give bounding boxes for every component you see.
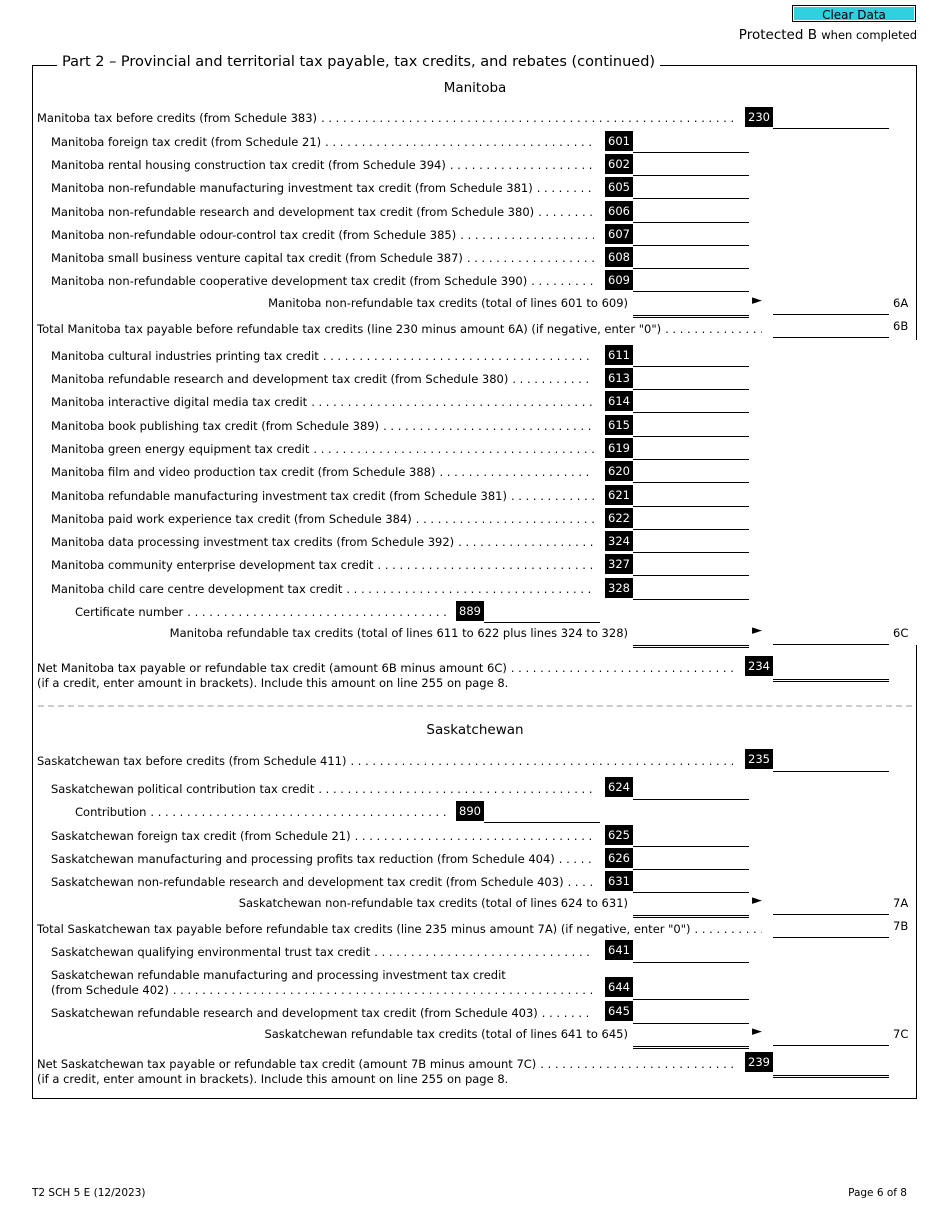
sk-line-625-field[interactable] [633, 826, 749, 847]
mb-line-615-code: 615 [605, 415, 633, 435]
total-7b-text: Total Saskatchewan tax payable before refundable tax credits (line 235 minus amount 7A) (if negative, enter "0") [37, 922, 691, 936]
mb-nonref-605-text: Manitoba non-refundable manufacturing investment tax credit (from Schedule 381) [51, 181, 533, 195]
mb-ref-615-text: Manitoba book publishing tax credit (from Schedule 389) [51, 419, 380, 433]
mb-line-621-code: 621 [605, 485, 633, 505]
total-6b-label [37, 322, 766, 336]
leader-dots [568, 875, 594, 889]
mb-nonref-607-label [51, 228, 598, 242]
line-230-field[interactable] [773, 108, 889, 129]
mb-line-622-code: 622 [605, 508, 633, 528]
contribution-890-code: 890 [456, 801, 484, 821]
arrow-right-icon: ► [752, 293, 762, 308]
sk-line-644-text: (from Schedule 402) [51, 983, 169, 997]
mb-ref-611-text: Manitoba cultural industries printing tax credit [51, 349, 319, 363]
mb-line-619-field[interactable] [633, 439, 749, 460]
sk-line-641-text: Saskatchewan qualifying environmental trust tax credit [51, 945, 371, 959]
leader-dots [537, 181, 594, 195]
sk-line-625-code: 625 [605, 825, 633, 845]
mb-line-608-code: 608 [605, 247, 633, 267]
part-title: Part 2 – Provincial and territorial tax payable, tax credits, and rebates (continued) [57, 54, 660, 70]
protected-text: Protected B [738, 27, 817, 43]
leader-dots [383, 419, 594, 433]
mb-nonref-606-text: Manitoba non-refundable research and development tax credit (from Schedule 380) [51, 205, 535, 219]
mb-nonref-609-label [51, 274, 598, 288]
sk-line-626-field[interactable] [633, 849, 749, 870]
mb-ref-615-label [51, 419, 598, 433]
amount-7a-letter: 7A [893, 896, 909, 910]
mb-line-328-code: 328 [605, 578, 633, 598]
sk-line-645-field[interactable] [633, 1003, 749, 1024]
mb-ref-620-text: Manitoba film and video production tax credit (from Schedule 388) [51, 465, 436, 479]
page-number: Page 6 of 8 [848, 1187, 907, 1199]
leader-dots [665, 322, 762, 336]
sk-line-644-code: 644 [605, 977, 633, 997]
mb-line-605-code: 605 [605, 177, 633, 197]
leader-dots [538, 205, 594, 219]
leader-dots [512, 372, 594, 386]
sk-line-624-text: Saskatchewan political contribution tax credit [51, 782, 315, 796]
sk-7c-field[interactable] [773, 1025, 889, 1046]
arrow-right-icon: ► [752, 623, 762, 638]
mb-line-327-field[interactable] [633, 555, 749, 576]
total-7a-label: Saskatchewan non-refundable tax credits (total of lines 624 to 631) [238, 896, 628, 910]
leader-dots [374, 945, 594, 959]
line-230-label [37, 111, 738, 125]
mb-nonref-609-text: Manitoba non-refundable cooperative development tax credit (from Schedule 390) [51, 274, 528, 288]
amount-6a-letter: 6A [893, 296, 909, 310]
section-title-manitoba: Manitoba [443, 80, 507, 96]
amount-6c-letter: 6C [893, 626, 909, 640]
leader-dots [318, 782, 594, 796]
leader-dots [323, 349, 594, 363]
mb-line-614-field[interactable] [633, 392, 749, 413]
amount-7c-letter: 7C [893, 1027, 909, 1041]
certificate-889-code: 889 [456, 601, 484, 621]
mb-line-608-field[interactable] [633, 248, 749, 269]
mb-line-601-field[interactable] [633, 132, 749, 153]
sk-line-626-code: 626 [605, 848, 633, 868]
mb-line-619-code: 619 [605, 438, 633, 458]
mb-nonref-605-label [51, 181, 598, 195]
mb-ref-613-label [51, 372, 598, 386]
mb-nonref-608-text: Manitoba small business venture capital tax credit (from Schedule 387) [51, 251, 463, 265]
amount-7b-letter: 7B [893, 919, 909, 933]
sk-7a-inner-field[interactable] [633, 895, 749, 918]
leader-dots [378, 558, 594, 572]
clear-data-button[interactable]: Clear Data [792, 5, 916, 22]
mb-nonref-601-text: Manitoba foreign tax credit (from Schedule 21) [51, 135, 322, 149]
mb-ref-327-text: Manitoba community enterprise development tax credit [51, 558, 374, 572]
net-manitoba-text: Net Manitoba tax payable or refundable tax credit (amount 6B minus amount 6C) [37, 661, 507, 675]
sk-line-631-field[interactable] [633, 872, 749, 893]
mb-ref-614-label [51, 395, 598, 409]
mb-ref-614-text: Manitoba interactive digital media tax credit [51, 395, 308, 409]
mb-line-602-code: 602 [605, 154, 633, 174]
line-230-code: 230 [745, 107, 773, 127]
leader-dots [173, 983, 594, 997]
mb-line-606-code: 606 [605, 201, 633, 221]
leader-dots [458, 535, 594, 549]
certificate-number-text: Certificate number [75, 605, 184, 619]
sk-line-624-field[interactable] [633, 779, 749, 800]
leader-dots [511, 661, 734, 675]
section-title-saskatchewan: Saskatchewan [426, 722, 524, 738]
leader-dots [311, 395, 594, 409]
certificate-number-label [75, 605, 452, 619]
sk-line-644-field[interactable] [633, 979, 749, 1000]
sk-nonref-626-text: Saskatchewan manufacturing and processing profits tax reduction (from Schedule 404) [51, 852, 555, 866]
leader-dots [450, 158, 594, 172]
mb-line-607-code: 607 [605, 224, 633, 244]
mb-line-621-field[interactable] [633, 486, 749, 507]
mb-ref-328-label [51, 582, 598, 596]
sk-line-641-label [51, 945, 598, 959]
sk-line-624-code: 624 [605, 777, 633, 797]
mb-ref-619-text: Manitoba green energy equipment tax credit [51, 442, 310, 456]
sk-line-644-label [51, 983, 598, 997]
mb-line-609-field[interactable] [633, 271, 749, 292]
mb-nonref-606-label [51, 205, 598, 219]
leader-dots [346, 582, 594, 596]
arrow-right-icon: ► [752, 893, 762, 908]
leader-dots [150, 805, 448, 819]
mb-nonref-608-label [51, 251, 598, 265]
mb-line-602-field[interactable] [633, 155, 749, 176]
leader-dots [460, 228, 594, 242]
mb-6a-field[interactable] [773, 294, 889, 315]
leader-dots [559, 852, 594, 866]
sk-line-631-code: 631 [605, 871, 633, 891]
certificate-889-field[interactable] [484, 602, 600, 623]
line-235-code: 235 [745, 749, 773, 769]
leader-dots [439, 465, 594, 479]
mb-line-607-field[interactable] [633, 225, 749, 246]
mb-ref-619-label [51, 442, 598, 456]
sk-line-645-label [51, 1006, 598, 1020]
arrow-right-icon: ► [752, 1024, 762, 1039]
sk-7b-field[interactable] [773, 917, 889, 938]
sk-nonref-626-label [51, 852, 598, 866]
mb-ref-327-label [51, 558, 598, 572]
line-235-text: Saskatchewan tax before credits (from Schedule 411) [37, 754, 347, 768]
net-saskatchewan-label [37, 1057, 738, 1071]
total-6a-label: Manitoba non-refundable tax credits (total of lines 601 to 609) [268, 296, 628, 310]
mb-nonref-602-label [51, 158, 598, 172]
mb-line-605-field[interactable] [633, 178, 749, 199]
mb-line-622-field[interactable] [633, 509, 749, 530]
mb-line-611-field[interactable] [633, 346, 749, 367]
line-239-field[interactable] [773, 1055, 889, 1078]
total-6c-label: Manitoba refundable tax credits (total of lines 611 to 622 plus lines 324 to 328) [169, 626, 628, 640]
mb-ref-324-label [51, 535, 598, 549]
mb-line-609-code: 609 [605, 270, 633, 290]
mb-ref-621-text: Manitoba refundable manufacturing investment tax credit (from Schedule 381) [51, 489, 507, 503]
mb-line-324-code: 324 [605, 531, 633, 551]
line-235-label [37, 754, 738, 768]
mb-ref-620-label [51, 465, 598, 479]
leader-dots [313, 442, 594, 456]
net-saskatchewan-note: (if a credit, enter amount in brackets). Include this amount on line 255 on page 8. [37, 1072, 509, 1086]
line-235-field[interactable] [773, 751, 889, 772]
mb-6c-field[interactable] [773, 624, 889, 645]
sk-nonref-631-text: Saskatchewan non-refundable research and development tax credit (from Schedule 403) [51, 875, 564, 889]
leader-dots [540, 1057, 734, 1071]
contribution-890-field[interactable] [484, 802, 600, 823]
mb-6b-field[interactable] [773, 317, 889, 338]
sk-line-641-code: 641 [605, 940, 633, 960]
leader-dots [187, 605, 448, 619]
sk-line-644-label-1: Saskatchewan refundable manufacturing and processing investment tax credit [51, 968, 506, 982]
mb-nonref-602-text: Manitoba rental housing construction tax credit (from Schedule 394) [51, 158, 446, 172]
mb-line-606-field[interactable] [633, 202, 749, 223]
leader-dots [416, 512, 594, 526]
leader-dots [531, 274, 594, 288]
mb-ref-328-text: Manitoba child care centre development tax credit [51, 582, 343, 596]
sk-line-624-label [51, 782, 598, 796]
mb-ref-622-text: Manitoba paid work experience tax credit (from Schedule 384) [51, 512, 412, 526]
mb-6a-inner-field[interactable] [633, 295, 749, 318]
line-230-text: Manitoba tax before credits (from Schedule 383) [37, 111, 318, 125]
leader-dots [511, 489, 594, 503]
mb-line-328-field[interactable] [633, 579, 749, 600]
amount-6b-letter: 6B [893, 319, 909, 333]
total-7b-label [37, 922, 766, 936]
protected-suffix: when completed [821, 28, 917, 42]
leader-dots [355, 829, 594, 843]
form-identifier: T2 SCH 5 E (12/2023) [32, 1187, 146, 1199]
line-234-field[interactable] [773, 659, 889, 682]
leader-dots [325, 135, 594, 149]
mb-line-324-field[interactable] [633, 532, 749, 553]
mb-ref-622-label [51, 512, 598, 526]
net-manitoba-note: (if a credit, enter amount in brackets). Include this amount on line 255 on page 8. [37, 676, 509, 690]
net-manitoba-label [37, 661, 738, 675]
mb-line-614-code: 614 [605, 391, 633, 411]
line-239-code: 239 [745, 1052, 773, 1072]
mb-line-611-code: 611 [605, 345, 633, 365]
mb-line-327-code: 327 [605, 554, 633, 574]
mb-line-613-field[interactable] [633, 369, 749, 390]
leader-dots [321, 111, 734, 125]
sk-nonref-631-label [51, 875, 598, 889]
line-234-code: 234 [745, 656, 773, 676]
mb-ref-613-text: Manitoba refundable research and development tax credit (from Schedule 380) [51, 372, 509, 386]
mb-line-601-code: 601 [605, 131, 633, 151]
sk-7c-inner-field[interactable] [633, 1026, 749, 1049]
total-6b-text: Total Manitoba tax payable before refundable tax credits (line 230 minus amount 6A) (if negative, enter "0") [37, 322, 662, 336]
leader-dots [467, 251, 594, 265]
leader-dots [695, 922, 762, 936]
section-separator [38, 705, 912, 707]
sk-line-645-code: 645 [605, 1001, 633, 1021]
protected-b-label [739, 27, 917, 43]
mb-line-615-field[interactable] [633, 416, 749, 437]
mb-ref-611-label [51, 349, 598, 363]
sk-line-641-field[interactable] [633, 942, 749, 963]
mb-line-620-field[interactable] [633, 462, 749, 483]
mb-nonref-601-label [51, 135, 598, 149]
mb-line-620-code: 620 [605, 461, 633, 481]
mb-nonref-607-text: Manitoba non-refundable odour-control tax credit (from Schedule 385) [51, 228, 457, 242]
mb-ref-621-label [51, 489, 598, 503]
sk-line-645-text: Saskatchewan refundable research and development tax credit (from Schedule 403) [51, 1006, 538, 1020]
contribution-label [75, 805, 452, 819]
sk-7a-field[interactable] [773, 894, 889, 915]
leader-dots [350, 754, 734, 768]
mb-ref-324-text: Manitoba data processing investment tax credits (from Schedule 392) [51, 535, 455, 549]
contribution-text: Contribution [75, 805, 147, 819]
net-saskatchewan-text: Net Saskatchewan tax payable or refundable tax credit (amount 7B minus amount 7C) [37, 1057, 537, 1071]
mb-line-613-code: 613 [605, 368, 633, 388]
leader-dots [542, 1006, 594, 1020]
mb-6c-inner-field[interactable] [633, 625, 749, 648]
sk-nonref-625-text: Saskatchewan foreign tax credit (from Schedule 21) [51, 829, 351, 843]
frame-gap [912, 340, 920, 645]
sk-nonref-625-label [51, 829, 598, 843]
total-7c-label: Saskatchewan refundable tax credits (total of lines 641 to 645) [264, 1027, 628, 1041]
